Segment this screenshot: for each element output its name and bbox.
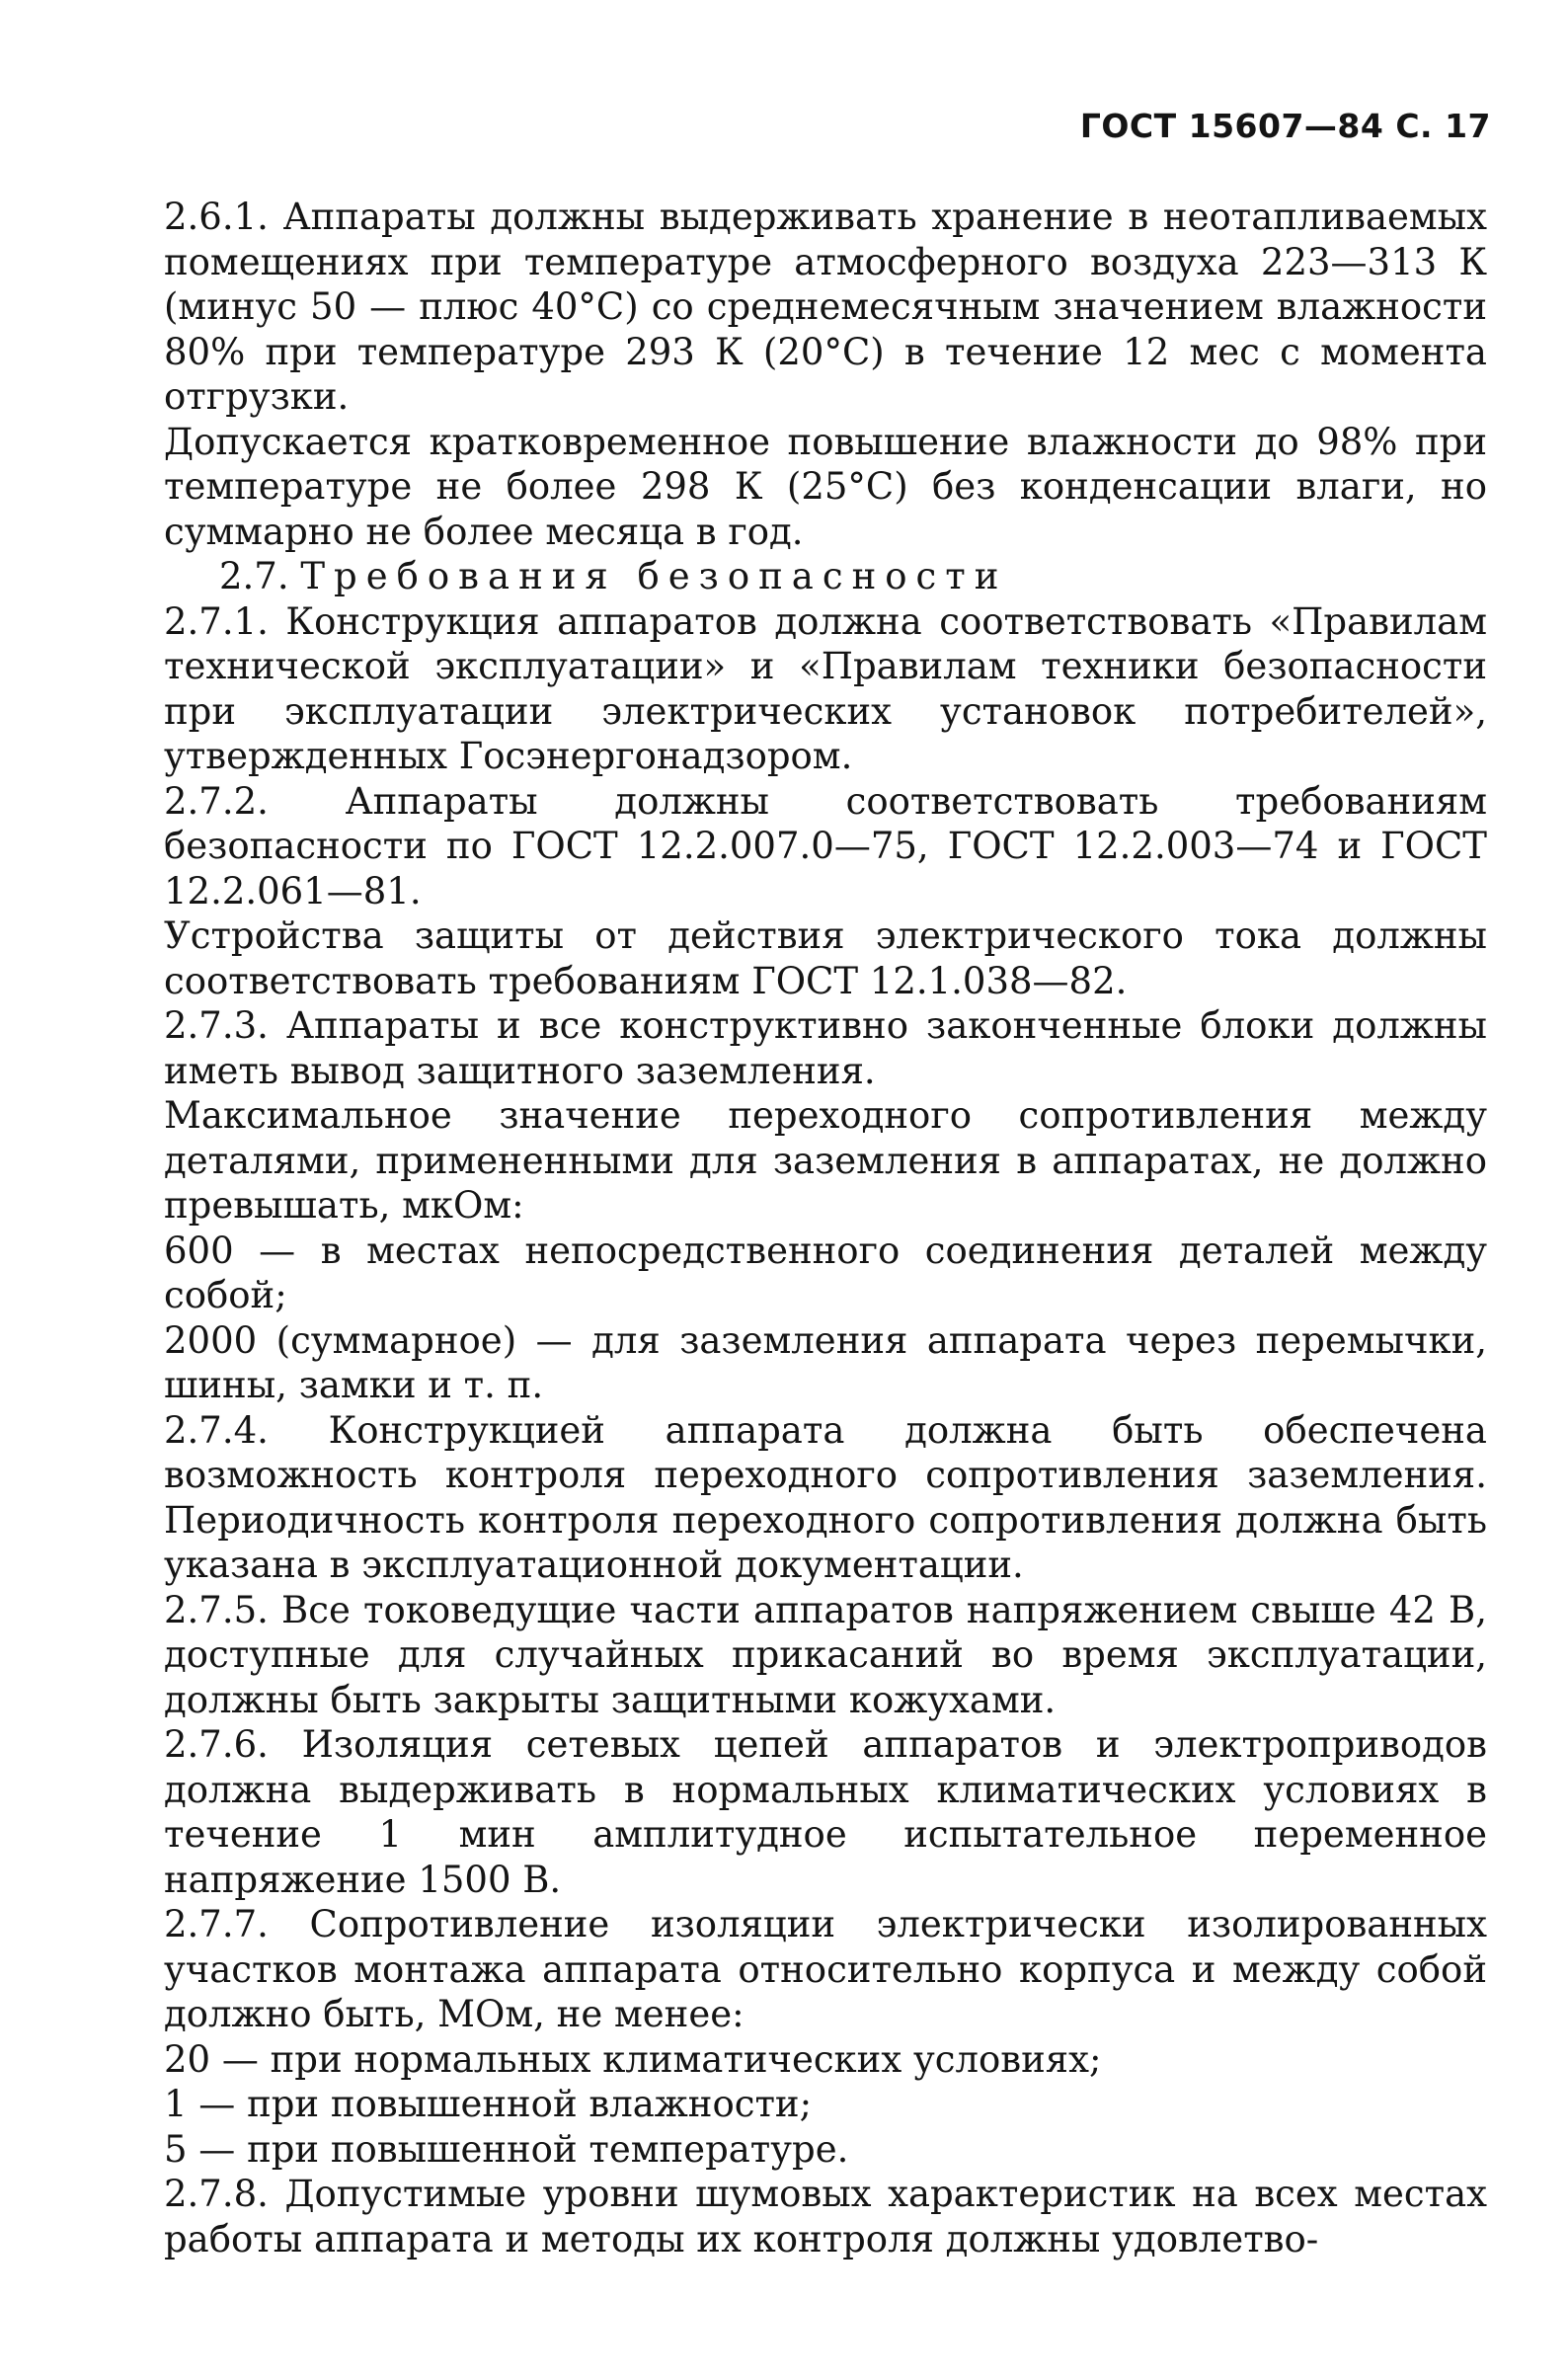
section-title: Требования безопасности xyxy=(300,555,1008,597)
paragraph-2-7-3-item-2: 2000 (суммарное) — для заземления аппарата через перемычки, шины, замки и т. п. xyxy=(164,1318,1487,1406)
section-heading-2-7 xyxy=(164,554,1487,599)
paragraph-2-6-1: 2.6.1. Аппараты должны выдерживать хранение в неотапливаемых помещениях при температуре атмосферного воздуха 223—313 К (минус 50 — плюс 40°С) со среднемесячным значением влажности 80% при температуре 293 К (20°С) в течение 12 мес с момента отгрузки. xyxy=(164,196,1487,418)
paragraph-2-7-8: 2.7.8. Допустимые уровни шумовых характеристик на всех местах работы аппарата и методы их контроля должны удовлетво- xyxy=(164,2173,1487,2260)
paragraph-2-7-7: 2.7.7. Сопротивление изоляции электрически изолированных участков монтажа аппарата относительно корпуса и между собой должно быть, МОм, не менее: xyxy=(164,1903,1487,2035)
document-body xyxy=(164,195,1487,2261)
page-header: ГОСТ 15607—84 С. 17 xyxy=(1079,107,1491,145)
paragraph-2-7-5: 2.7.5. Все токоведущие части аппаратов напряжением свыше 42 В, доступные для случайных прикасаний во время эксплуатации, должны быть закрыты защитными кожухами. xyxy=(164,1588,1487,1721)
paragraph-2-7-4: 2.7.4. Конструкцией аппарата должна быть обеспечена возможность контроля переходного сопротивления заземления. Периодичность контроля переходного сопротивления должна быть указана в эксплуатационной документации. xyxy=(164,1408,1487,1586)
paragraph-2-6-1-note: Допускается кратковременное повышение влажности до 98% при температуре не более 298 К (25°С) без конденсации влаги, но суммарно не более месяца в год. xyxy=(164,420,1487,553)
paragraph-2-7-7-item-3: 5 — при повышенной температуре. xyxy=(164,2127,849,2171)
section-number: 2.7. xyxy=(219,555,289,597)
paragraph-2-7-7-item-2: 1 — при повышенной влажности; xyxy=(164,2083,813,2125)
paragraph-2-7-3: 2.7.3. Аппараты и все конструктивно законченные блоки должны иметь вывод защитного заземления. xyxy=(164,1004,1487,1092)
paragraph-2-7-7-item-1: 20 — при нормальных климатических условиях; xyxy=(164,2037,1102,2081)
paragraph-2-7-3-limit: Максимальное значение переходного сопротивления между деталями, примененными для заземления в аппаратах, не должно превышать, мкОм: xyxy=(164,1094,1487,1227)
paragraph-2-7-3-item-1: 600 — в местах непосредственного соединения деталей между собой; xyxy=(164,1229,1487,1316)
paragraph-2-7-6: 2.7.6. Изоляция сетевых цепей аппаратов и электроприводов должна выдерживать в нормальных климатических условиях в течение 1 мин амплитудное испытательное переменное напряжение 1500 В. xyxy=(164,1723,1487,1901)
paragraph-2-7-2-note: Устройства защиты от действия электрического тока должны соответствовать требованиям ГОСТ 12.1.038—82. xyxy=(164,914,1487,1002)
paragraph-2-7-2: 2.7.2. Аппараты должны соответствовать требованиям безопасности по ГОСТ 12.2.007.0—75, ГОСТ 12.2.003—74 и ГОСТ 12.2.061—81. xyxy=(164,779,1487,912)
paragraph-2-7-1: 2.7.1. Конструкция аппаратов должна соответствовать «Правилам технической эксплуатации» и «Правилам техники безопасности при эксплуатации электрических установок потребителей», утвержденных Госэнергонадзором. xyxy=(164,599,1487,777)
